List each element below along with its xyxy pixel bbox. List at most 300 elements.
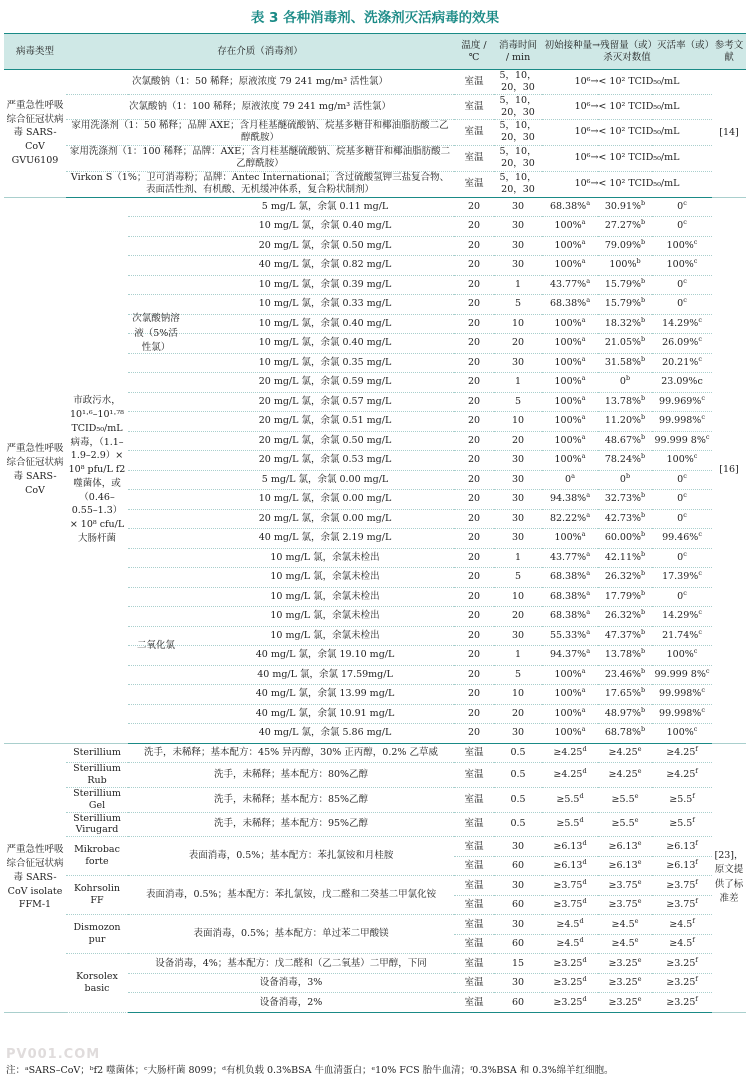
rate-a-cell — [542, 529, 598, 549]
rate-c-cell — [652, 295, 712, 315]
rate-b-cell — [598, 275, 652, 295]
log-b-cell-value: ≥6.13 — [608, 860, 638, 872]
rate-a-cell-value: 100% — [554, 727, 582, 739]
temp-cell: 20 — [454, 607, 494, 627]
log-c-cell — [652, 763, 712, 788]
rate-b-cell — [598, 451, 652, 471]
log-b-cell — [598, 837, 652, 857]
rate-b-cell-marker: b — [625, 471, 631, 480]
medium-cell: 次氯酸钠（1：50 稀释；原液浓度 79 241 mg/m³ 活性氯） — [66, 70, 454, 95]
rate-b-cell — [598, 470, 652, 490]
rate-c-cell-value: 0 — [677, 473, 684, 485]
rate-b-cell-marker: b — [641, 588, 646, 597]
rate-a-cell — [542, 568, 598, 588]
log-b-cell-marker: e — [637, 838, 642, 847]
rate-b-cell — [598, 626, 652, 646]
medium-text: 20 mg/L 氯，余氯 0.00 mg/L — [258, 512, 392, 524]
rate-a-cell-marker: a — [586, 549, 591, 558]
rate-c-cell-value: 23.09%c — [661, 376, 703, 388]
medium-text: 40 mg/L 氯，余氯 0.82 mg/L — [258, 259, 392, 271]
rate-c-cell — [652, 256, 712, 276]
time-cell: 30 — [494, 724, 542, 744]
rate-c-cell-marker: c — [683, 276, 687, 285]
rate-b-cell-value: 48.67% — [604, 434, 642, 446]
rate-a-cell — [542, 704, 598, 724]
rate-a-cell — [542, 587, 598, 607]
medium-cell — [128, 509, 454, 529]
temp-cell: 20 — [454, 392, 494, 412]
rate-a-cell — [542, 665, 598, 685]
medium-text: 40 mg/L 氯，余氯 10.91 mg/L — [255, 707, 395, 719]
log-a-cell — [542, 915, 598, 935]
rate-b-cell-marker: b — [641, 315, 646, 324]
table-row — [4, 915, 746, 935]
log-a-cell — [542, 812, 598, 837]
rate-a-cell — [542, 431, 598, 451]
medium-cell: 家用洗涤剂（1：100 稀释；品牌：AXE；含月桂基醚硫酸钠、烷基多糖苷和椰油脂肪酸二乙醇酰胺） — [66, 145, 454, 171]
rate-a-cell-marker: a — [581, 530, 586, 539]
log-c-cell-marker: f — [695, 955, 698, 964]
rate-c-cell-value: 100% — [666, 454, 694, 466]
log-c-cell — [652, 876, 712, 896]
medium-text: 20 mg/L 氯，余氯 0.59 mg/L — [258, 376, 392, 388]
medium-cell: 表面消毒，0.5%；基本配方：单过苯二甲酸镁 — [128, 915, 454, 954]
time-cell: 30 — [494, 451, 542, 471]
log-b-cell-value: ≥3.25 — [608, 977, 638, 989]
temp-cell: 室温 — [454, 837, 494, 857]
time-cell: 30 — [494, 915, 542, 935]
rate-a-cell-marker: a — [581, 432, 586, 441]
result-cell: 10⁶→< 10² TCID₅₀/mL — [542, 119, 712, 145]
time-cell: 10 — [494, 412, 542, 432]
medium-cell: 洗手，未稀释；基本配方：80%乙醇 — [128, 763, 454, 788]
log-c-cell — [652, 993, 712, 1013]
virus-cell: 严重急性呼吸综合征冠状病毒 SARS-CoV — [4, 197, 66, 743]
rate-a-cell-marker: a — [581, 452, 586, 461]
rate-b-cell-marker: b — [641, 335, 646, 344]
rate-a-cell-value: 94.37% — [549, 649, 587, 661]
temp-cell: 20 — [454, 685, 494, 705]
log-c-cell — [652, 837, 712, 857]
rate-c-cell-value: 100% — [666, 239, 694, 251]
rate-b-cell — [598, 217, 652, 237]
table-row — [4, 70, 746, 95]
rate-a-cell — [542, 295, 598, 315]
temp-cell: 20 — [454, 568, 494, 588]
log-b-cell — [598, 915, 652, 935]
rate-c-cell-marker: c — [683, 218, 687, 227]
rate-c-cell-marker: c — [693, 725, 698, 734]
log-c-cell-marker: f — [695, 896, 698, 905]
rate-b-cell-value: 23.46% — [604, 668, 642, 680]
log-b-cell — [598, 812, 652, 837]
rate-b-cell-value: 78.24% — [604, 454, 642, 466]
rate-a-cell — [542, 236, 598, 256]
rate-c-cell-value: 99.969% — [659, 395, 702, 407]
log-c-cell-value: ≥4.5 — [669, 938, 693, 950]
rate-a-cell-value: 82.22% — [549, 512, 587, 524]
log-b-cell-marker: e — [637, 974, 642, 983]
rate-c-cell — [652, 470, 712, 490]
rate-b-cell-value: 13.78% — [604, 649, 642, 661]
rate-b-cell — [598, 607, 652, 627]
log-c-cell-value: ≥5.5 — [669, 818, 693, 830]
temp-cell: 20 — [454, 431, 494, 451]
time-cell: 5，10，20，30 — [494, 119, 542, 145]
time-cell: 20 — [494, 704, 542, 724]
rate-b-cell-marker: b — [641, 413, 646, 422]
log-b-cell-marker: e — [634, 935, 639, 944]
medium-cell: 设备消毒，4%；基本配方：戊二醛和（乙二氧基）二甲醇，下同 — [128, 954, 454, 974]
temp-cell: 室温 — [454, 94, 494, 119]
rate-b-cell — [598, 392, 652, 412]
medium-text: 40 mg/L 氯，余氯 2.19 mg/L — [258, 532, 392, 544]
temp-cell: 20 — [454, 451, 494, 471]
virus-cell: 严重急性呼吸综合征冠状病毒 SARS-CoV GVU6109 — [4, 70, 66, 198]
rate-a-cell — [542, 412, 598, 432]
log-c-cell — [652, 973, 712, 993]
log-b-cell — [598, 787, 652, 812]
rate-c-cell-value: 14.29% — [662, 610, 699, 622]
rate-c-cell-marker: c — [683, 296, 687, 305]
rate-c-cell — [652, 587, 712, 607]
rate-c-cell-marker: c — [693, 237, 698, 246]
rate-b-cell-value: 26.32% — [604, 571, 642, 583]
rate-b-cell-marker: b — [641, 198, 646, 207]
log-c-cell — [652, 895, 712, 915]
time-cell: 30 — [494, 509, 542, 529]
medium-cell: 洗手，未稀释；基本配方：45% 异丙醇，30% 正丙醇，0.2% 乙草威 — [128, 743, 454, 763]
rate-a-cell — [542, 509, 598, 529]
rate-b-cell-marker: b — [641, 491, 646, 500]
table-row — [4, 837, 746, 857]
rate-c-cell — [652, 373, 712, 393]
rate-b-cell-value: 47.37% — [604, 629, 642, 641]
rate-a-cell-value: 43.77% — [549, 551, 587, 563]
log-a-cell-marker: d — [579, 791, 584, 800]
rate-c-cell-value: 99.998% — [659, 415, 702, 427]
medium-cell — [128, 548, 454, 651]
medium-cell: 表面消毒，0.5%；基本配方：苯扎氯铵和月桂胺 — [128, 837, 454, 876]
rate-a-cell-value: 100% — [554, 454, 582, 466]
rate-a-cell-marker: a — [586, 276, 591, 285]
rate-a-cell — [542, 217, 598, 237]
temp-cell: 20 — [454, 197, 494, 217]
rate-a-cell-marker: a — [581, 257, 586, 266]
temp-cell: 室温 — [454, 954, 494, 974]
log-c-cell — [652, 915, 712, 935]
log-c-cell-marker: f — [695, 857, 698, 866]
temp-cell: 20 — [454, 295, 494, 315]
rate-b-cell — [598, 548, 652, 568]
rate-c-cell-marker: c — [683, 549, 687, 558]
rate-a-cell-value: 100% — [554, 668, 582, 680]
log-c-cell-value: ≥3.25 — [666, 977, 696, 989]
temp-cell: 20 — [454, 587, 494, 607]
temp-cell: 20 — [454, 470, 494, 490]
rate-b-cell-value: 42.73% — [604, 512, 642, 524]
time-cell: 0.5 — [494, 743, 542, 763]
temp-cell: 室温 — [454, 993, 494, 1013]
rate-c-cell-marker: c — [698, 627, 702, 636]
time-cell: 10 — [494, 314, 542, 334]
rate-c-cell-marker: c — [683, 510, 687, 519]
rate-a-cell-value: 100% — [554, 376, 582, 388]
rate-b-cell-value: 21.05% — [604, 337, 642, 349]
medium-cell: 洗手，未稀释；基本配方：95%乙醇 — [128, 812, 454, 837]
medium-cell: 设备消毒，3% — [128, 973, 454, 993]
rate-c-cell — [652, 314, 712, 334]
time-cell: 30 — [494, 217, 542, 237]
rate-b-cell — [598, 412, 652, 432]
rate-c-cell-marker: c — [693, 257, 698, 266]
rate-b-cell — [598, 509, 652, 529]
log-a-cell-marker: d — [582, 994, 587, 1003]
time-cell: 30 — [494, 973, 542, 993]
rate-c-cell-value: 99.46% — [662, 532, 699, 544]
log-b-cell-value: ≥4.5 — [611, 938, 635, 950]
log-b-cell-marker: e — [637, 994, 642, 1003]
temp-cell: 20 — [454, 236, 494, 256]
medium-text: 20 mg/L 氯，余氯 0.50 mg/L — [258, 434, 392, 446]
table-row — [4, 743, 746, 763]
log-b-cell-value: ≥3.75 — [608, 879, 638, 891]
rate-b-cell-marker: b — [641, 530, 646, 539]
medium-text: 10 mg/L 氯，余氯未检出 — [270, 610, 380, 622]
header-medium: 存在介质（消毒剂） — [66, 34, 454, 70]
temp-cell: 室温 — [454, 934, 494, 954]
rate-c-cell-marker: c — [701, 393, 705, 402]
rate-c-cell-value: 0 — [677, 590, 684, 602]
medium-cell: Virkon S（1%；卫可消毒粉；品牌：Antec International；含过硫酸氢钾三盐复合物、表面活性剂、有机酸、无机缓冲体系，复合粉状制剂） — [66, 171, 454, 197]
rate-b-cell-value: 32.73% — [604, 493, 642, 505]
rate-b-cell — [598, 256, 652, 276]
rate-c-cell — [652, 548, 712, 568]
medium-text: 5 mg/L 氯，余氯 0.00 mg/L — [261, 473, 389, 485]
log-c-cell-value: ≥3.75 — [666, 899, 696, 911]
table-title: 表 3 各种消毒剂、洗涤剂灭活病毒的效果 — [250, 10, 500, 26]
result-cell: 10⁶→< 10² TCID₅₀/mL — [542, 145, 712, 171]
log-a-cell — [542, 954, 598, 974]
log-a-cell-value: ≥3.25 — [553, 957, 583, 969]
rate-c-cell — [652, 724, 712, 744]
rate-a-cell-marker: a — [586, 491, 591, 500]
log-a-cell — [542, 895, 598, 915]
medium-text: 20 mg/L 氯，余氯 0.51 mg/L — [258, 415, 392, 427]
rate-b-cell-marker: b — [641, 510, 646, 519]
temp-cell: 20 — [454, 509, 494, 529]
product-name-cell: Mikrobac forte — [66, 837, 128, 876]
header-result: 初始接种量→残留量（或）灭活率（或）杀灭对数值 — [542, 34, 712, 70]
rate-c-cell — [652, 529, 712, 549]
rate-a-cell-marker: a — [586, 588, 591, 597]
rate-c-cell-value: 99.999 8% — [654, 434, 706, 446]
temp-cell: 室温 — [454, 915, 494, 935]
rate-a-cell-value: 100% — [554, 259, 582, 271]
log-b-cell-marker: e — [637, 857, 642, 866]
rate-c-cell — [652, 431, 712, 451]
medium-text: 10 mg/L 氯，余氯 0.40 mg/L — [258, 220, 392, 232]
temp-cell: 20 — [454, 529, 494, 549]
log-b-cell-value: ≥5.5 — [611, 818, 635, 830]
rate-c-cell-value: 0 — [677, 278, 684, 290]
rate-c-cell-value: 0 — [677, 551, 684, 563]
watermark: PV001.COM — [6, 1047, 101, 1062]
time-cell: 1 — [494, 646, 542, 666]
table-row — [4, 812, 746, 837]
rate-c-cell — [652, 646, 712, 666]
table-row — [4, 197, 746, 217]
rate-c-cell-marker: c — [705, 432, 710, 441]
log-a-cell-marker: d — [579, 935, 584, 944]
log-a-cell-value: ≥4.25 — [553, 768, 583, 780]
rate-a-cell-value: 68.38% — [549, 298, 587, 310]
medium-text: 40 mg/L 氯，余氯 5.86 mg/L — [258, 727, 392, 739]
rate-b-cell — [598, 724, 652, 744]
medium-cell: 家用洗涤剂（1：50 稀释；品牌 AXE；含月桂基醚硫酸钠、烷基多糖苷和椰油脂肪酸二乙醇酰胺） — [66, 119, 454, 145]
log-c-cell — [652, 954, 712, 974]
rate-c-cell-value: 0 — [677, 200, 684, 212]
rate-b-cell-value: 42.11% — [604, 551, 642, 563]
log-b-cell — [598, 743, 652, 763]
rate-a-cell-value: 0 — [565, 473, 572, 485]
log-a-cell — [542, 934, 598, 954]
header-row — [4, 34, 746, 70]
table-row — [4, 787, 746, 812]
rate-b-cell-marker: b — [625, 374, 631, 383]
log-b-cell-marker: e — [637, 744, 642, 753]
log-c-cell — [652, 787, 712, 812]
log-c-cell-value: ≥4.25 — [666, 768, 696, 780]
rate-c-cell-marker: c — [701, 686, 705, 695]
temp-cell: 20 — [454, 334, 494, 354]
medium-cell — [128, 490, 454, 510]
rate-b-cell-marker: b — [641, 237, 646, 246]
time-cell: 1 — [494, 275, 542, 295]
rate-b-cell-value: 100% — [609, 259, 637, 271]
rate-a-cell-value: 43.77% — [549, 278, 587, 290]
table-row — [4, 763, 746, 788]
rate-a-cell — [542, 685, 598, 705]
rate-a-cell — [542, 353, 598, 373]
rate-b-cell-marker: b — [641, 647, 646, 656]
table-row — [4, 171, 746, 197]
medium-text: 10 mg/L 氯，余氯 0.40 mg/L — [258, 317, 392, 329]
time-cell: 60 — [494, 856, 542, 876]
rate-a-cell-marker: a — [586, 608, 591, 617]
log-b-cell — [598, 993, 652, 1013]
rate-a-cell — [542, 373, 598, 393]
log-a-cell-marker: d — [579, 916, 584, 925]
rate-c-cell-value: 100% — [666, 727, 694, 739]
time-cell: 5 — [494, 392, 542, 412]
time-cell: 20 — [494, 334, 542, 354]
rate-b-cell-value: 68.78% — [604, 727, 642, 739]
log-b-cell — [598, 895, 652, 915]
rate-b-cell-value: 0 — [619, 473, 626, 485]
log-a-cell-value: ≥4.5 — [556, 918, 580, 930]
medium-text: 10 mg/L 氯，余氯 0.33 mg/L — [258, 298, 392, 310]
medium-cell: 洗手，未稀释；基本配方：85%乙醇 — [128, 787, 454, 812]
rate-a-cell — [542, 548, 598, 568]
rate-c-cell-value: 0 — [677, 493, 684, 505]
rate-a-cell-marker: a — [581, 666, 586, 675]
log-b-cell-marker: e — [637, 896, 642, 905]
rate-b-cell — [598, 568, 652, 588]
rate-c-cell-value: 20.21% — [662, 356, 699, 368]
rate-b-cell-value: 15.79% — [604, 278, 642, 290]
disinfectant-table — [4, 33, 746, 1013]
temp-cell: 20 — [454, 646, 494, 666]
rate-c-cell-marker: c — [698, 569, 702, 578]
result-cell: 10⁶→< 10² TCID₅₀/mL — [542, 70, 712, 95]
rate-a-cell-marker: a — [581, 315, 586, 324]
log-c-cell-value: ≥3.25 — [666, 957, 696, 969]
virus-cell: 严重急性呼吸综合征冠状病毒 SARS-CoV isolate FFM-1 — [4, 743, 66, 1012]
result-cell: 10⁶→< 10² TCID₅₀/mL — [542, 171, 712, 197]
log-b-cell-value: ≥3.75 — [608, 899, 638, 911]
rate-a-cell-value: 100% — [554, 434, 582, 446]
time-cell: 5 — [494, 295, 542, 315]
log-c-cell-marker: f — [695, 744, 698, 753]
rate-b-cell — [598, 490, 652, 510]
rate-b-cell — [598, 334, 652, 354]
rate-c-cell-value: 0 — [677, 220, 684, 232]
rate-c-cell — [652, 197, 712, 217]
medium-text: 10 mg/L 氯，余氯未检出 — [270, 551, 380, 563]
medium-text: 10 mg/L 氯，余氯未检出 — [270, 629, 380, 641]
rate-a-cell — [542, 724, 598, 744]
rate-b-cell — [598, 295, 652, 315]
rate-a-cell — [542, 490, 598, 510]
medium-text: 40 mg/L 氯，余氯 17.59mg/L — [257, 668, 393, 680]
rate-c-cell-marker: c — [698, 608, 702, 617]
medium-text: 10 mg/L 氯，余氯 0.35 mg/L — [258, 356, 392, 368]
rate-b-cell-value: 17.79% — [604, 590, 642, 602]
rate-b-cell — [598, 197, 652, 217]
log-c-cell-marker: f — [692, 916, 695, 925]
log-c-cell-value: ≥4.25 — [666, 746, 696, 758]
header-temp: 温度 / ℃ — [454, 34, 494, 70]
ref-cell: [14] — [712, 70, 746, 198]
time-cell: 20 — [494, 431, 542, 451]
rate-b-cell — [598, 529, 652, 549]
medium-text: 20 mg/L 氯，余氯 0.57 mg/L — [258, 395, 392, 407]
log-c-cell — [652, 743, 712, 763]
log-a-cell — [542, 993, 598, 1013]
temp-cell: 室温 — [454, 763, 494, 788]
agent-label-chlorine-dioxide: 二氧化氯 — [136, 639, 175, 651]
log-b-cell — [598, 856, 652, 876]
log-b-cell-value: ≥6.13 — [608, 840, 638, 852]
time-cell: 5 — [494, 665, 542, 685]
log-c-cell-marker: f — [695, 838, 698, 847]
rate-c-cell-marker: c — [701, 705, 705, 714]
rate-a-cell-marker: a — [581, 413, 586, 422]
rate-a-cell-value: 55.33% — [549, 629, 587, 641]
table-row — [4, 876, 746, 896]
time-cell: 0.5 — [494, 763, 542, 788]
rate-a-cell-marker: a — [571, 471, 575, 480]
log-a-cell — [542, 876, 598, 896]
rate-b-cell-marker: b — [641, 218, 646, 227]
rate-b-cell-value: 31.58% — [604, 356, 642, 368]
log-b-cell-value: ≥4.25 — [608, 746, 638, 758]
time-cell: 30 — [494, 876, 542, 896]
temp-cell: 20 — [454, 724, 494, 744]
rate-b-cell-value: 26.32% — [604, 610, 642, 622]
time-cell: 10 — [494, 587, 542, 607]
